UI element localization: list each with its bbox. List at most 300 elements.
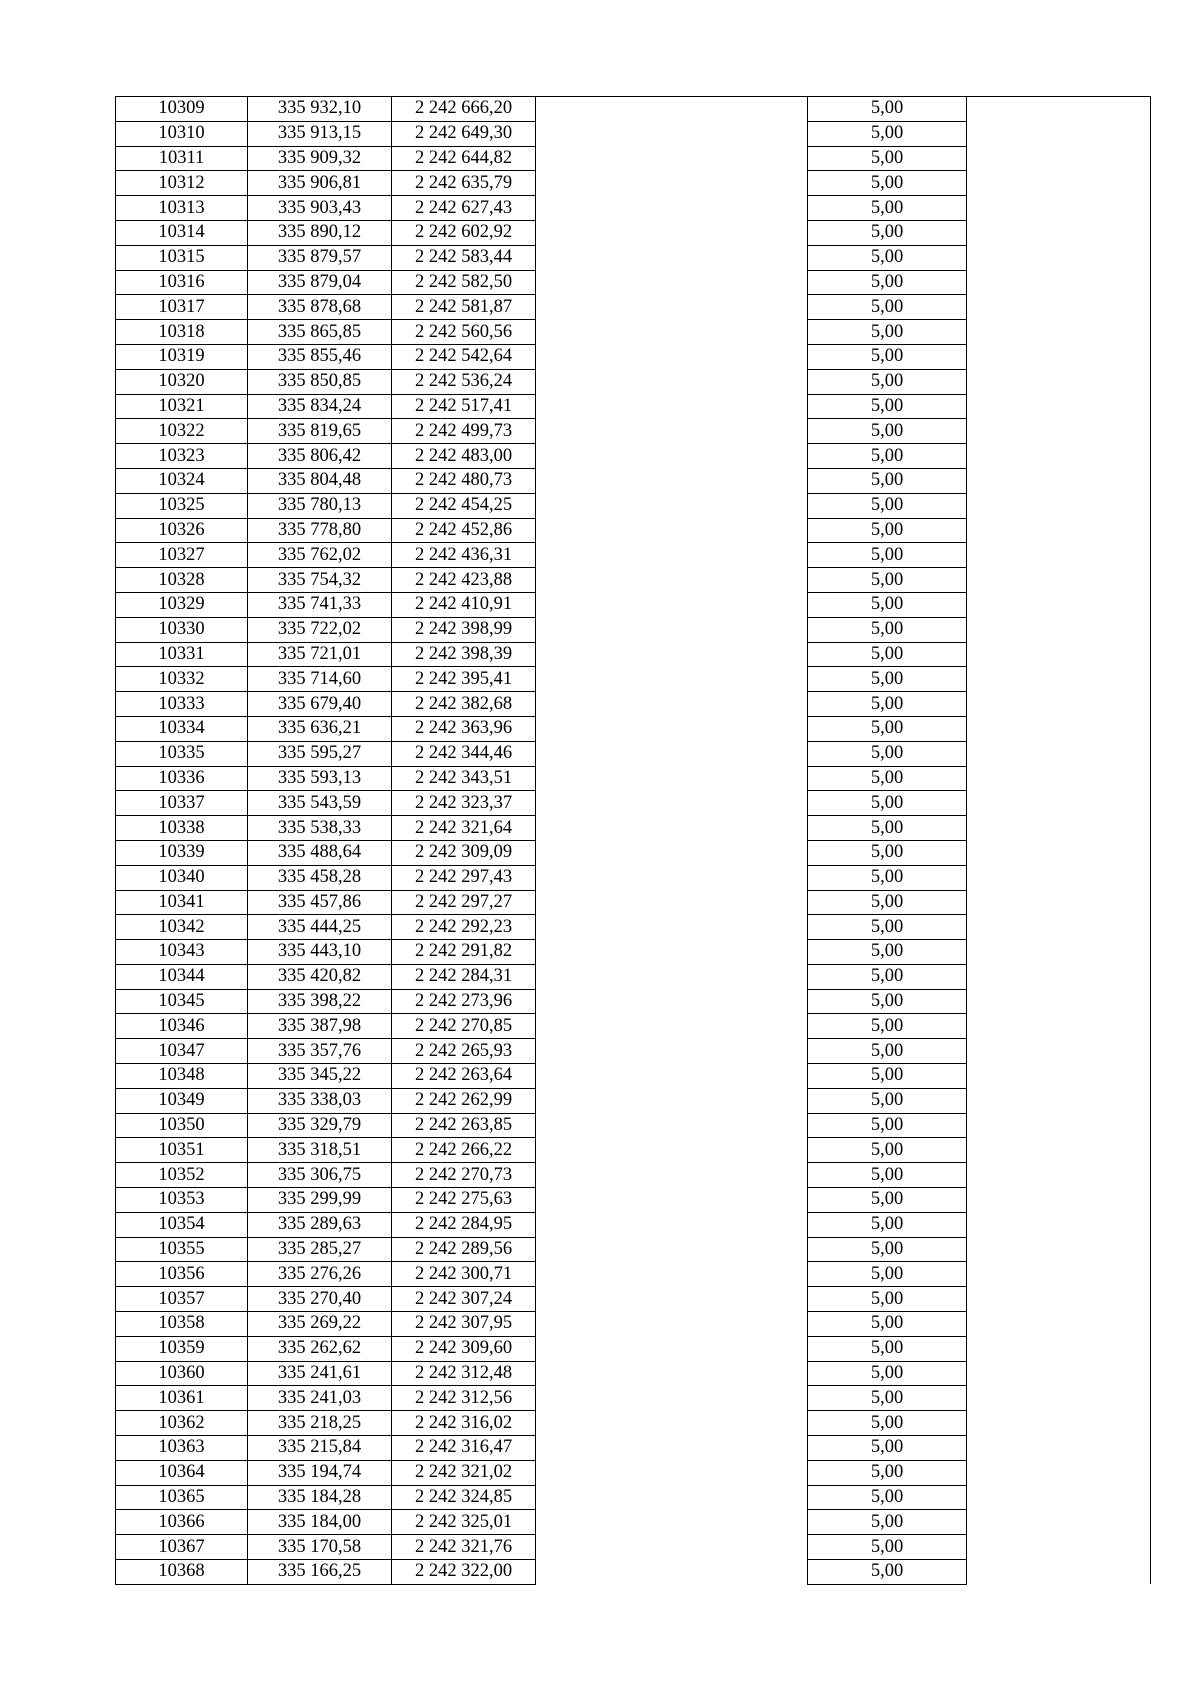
empty-cell: [536, 1436, 808, 1461]
empty-cell: [967, 1510, 1151, 1535]
empty-cell: [536, 146, 808, 171]
x-coordinate-cell: 335 443,10: [248, 940, 392, 965]
value-cell: 5,00: [808, 1014, 967, 1039]
y-coordinate-cell: 2 242 395,41: [392, 667, 536, 692]
empty-cell: [536, 220, 808, 245]
empty-cell: [536, 1138, 808, 1163]
value-cell: 5,00: [808, 989, 967, 1014]
table-row: [116, 444, 1151, 469]
y-coordinate-cell: 2 242 291,82: [392, 940, 536, 965]
table-row: [116, 1361, 1151, 1386]
value-cell: 5,00: [808, 518, 967, 543]
empty-cell: [967, 1287, 1151, 1312]
y-coordinate-cell: 2 242 321,02: [392, 1460, 536, 1485]
table-row: [116, 1039, 1151, 1064]
empty-cell: [967, 766, 1151, 791]
point-number-cell: 10354: [116, 1212, 248, 1237]
y-coordinate-cell: 2 242 323,37: [392, 791, 536, 816]
value-cell: 5,00: [808, 344, 967, 369]
table-row: [116, 270, 1151, 295]
point-number-cell: 10353: [116, 1188, 248, 1213]
y-coordinate-cell: 2 242 536,24: [392, 369, 536, 394]
point-number-cell: 10329: [116, 592, 248, 617]
empty-cell: [967, 1262, 1151, 1287]
y-coordinate-cell: 2 242 583,44: [392, 245, 536, 270]
table-row: [116, 989, 1151, 1014]
y-coordinate-cell: 2 242 452,86: [392, 518, 536, 543]
empty-cell: [967, 667, 1151, 692]
y-coordinate-cell: 2 242 324,85: [392, 1485, 536, 1510]
empty-cell: [536, 97, 808, 122]
point-number-cell: 10333: [116, 692, 248, 717]
x-coordinate-cell: 335 879,04: [248, 270, 392, 295]
x-coordinate-cell: 335 289,63: [248, 1212, 392, 1237]
x-coordinate-cell: 335 903,43: [248, 196, 392, 221]
x-coordinate-cell: 335 819,65: [248, 419, 392, 444]
value-cell: 5,00: [808, 1312, 967, 1337]
empty-cell: [536, 642, 808, 667]
y-coordinate-cell: 2 242 382,68: [392, 692, 536, 717]
value-cell: 5,00: [808, 444, 967, 469]
empty-cell: [536, 468, 808, 493]
empty-cell: [536, 1088, 808, 1113]
y-coordinate-cell: 2 242 436,31: [392, 543, 536, 568]
table-row: [116, 1386, 1151, 1411]
empty-cell: [967, 791, 1151, 816]
table-row: [116, 1262, 1151, 1287]
x-coordinate-cell: 335 636,21: [248, 716, 392, 741]
x-coordinate-cell: 335 241,61: [248, 1361, 392, 1386]
empty-cell: [536, 518, 808, 543]
table-row: [116, 964, 1151, 989]
table-row: [116, 840, 1151, 865]
value-cell: 5,00: [808, 840, 967, 865]
table-row: [116, 1163, 1151, 1188]
table-row: [116, 1460, 1151, 1485]
value-cell: 5,00: [808, 493, 967, 518]
empty-cell: [967, 320, 1151, 345]
empty-cell: [967, 121, 1151, 146]
y-coordinate-cell: 2 242 627,43: [392, 196, 536, 221]
value-cell: 5,00: [808, 816, 967, 841]
empty-cell: [536, 592, 808, 617]
x-coordinate-cell: 335 890,12: [248, 220, 392, 245]
x-coordinate-cell: 335 865,85: [248, 320, 392, 345]
table-row: [116, 791, 1151, 816]
table-row: [116, 196, 1151, 221]
x-coordinate-cell: 335 345,22: [248, 1064, 392, 1089]
empty-cell: [536, 1312, 808, 1337]
x-coordinate-cell: 335 754,32: [248, 568, 392, 593]
y-coordinate-cell: 2 242 423,88: [392, 568, 536, 593]
x-coordinate-cell: 335 269,22: [248, 1312, 392, 1337]
table-row: [116, 1336, 1151, 1361]
y-coordinate-cell: 2 242 398,39: [392, 642, 536, 667]
y-coordinate-cell: 2 242 363,96: [392, 716, 536, 741]
value-cell: 5,00: [808, 121, 967, 146]
value-cell: 5,00: [808, 716, 967, 741]
x-coordinate-cell: 335 184,00: [248, 1510, 392, 1535]
x-coordinate-cell: 335 932,10: [248, 97, 392, 122]
empty-cell: [967, 840, 1151, 865]
empty-cell: [967, 617, 1151, 642]
empty-cell: [967, 1436, 1151, 1461]
point-number-cell: 10344: [116, 964, 248, 989]
x-coordinate-cell: 335 194,74: [248, 1460, 392, 1485]
point-number-cell: 10327: [116, 543, 248, 568]
x-coordinate-cell: 335 329,79: [248, 1113, 392, 1138]
y-coordinate-cell: 2 242 275,63: [392, 1188, 536, 1213]
table-row: [116, 146, 1151, 171]
y-coordinate-cell: 2 242 316,02: [392, 1411, 536, 1436]
point-number-cell: 10362: [116, 1411, 248, 1436]
empty-cell: [967, 1237, 1151, 1262]
empty-cell: [967, 1361, 1151, 1386]
x-coordinate-cell: 335 398,22: [248, 989, 392, 1014]
empty-cell: [967, 940, 1151, 965]
point-number-cell: 10350: [116, 1113, 248, 1138]
empty-cell: [536, 568, 808, 593]
y-coordinate-cell: 2 242 582,50: [392, 270, 536, 295]
value-cell: 5,00: [808, 468, 967, 493]
point-number-cell: 10309: [116, 97, 248, 122]
point-number-cell: 10317: [116, 295, 248, 320]
empty-cell: [536, 816, 808, 841]
empty-cell: [536, 1411, 808, 1436]
empty-cell: [967, 543, 1151, 568]
empty-cell: [967, 1535, 1151, 1560]
empty-cell: [967, 1138, 1151, 1163]
x-coordinate-cell: 335 543,59: [248, 791, 392, 816]
y-coordinate-cell: 2 242 270,73: [392, 1163, 536, 1188]
empty-cell: [536, 171, 808, 196]
x-coordinate-cell: 335 909,32: [248, 146, 392, 171]
y-coordinate-cell: 2 242 309,60: [392, 1336, 536, 1361]
y-coordinate-cell: 2 242 410,91: [392, 592, 536, 617]
y-coordinate-cell: 2 242 297,43: [392, 865, 536, 890]
point-number-cell: 10328: [116, 568, 248, 593]
table-row: [116, 543, 1151, 568]
empty-cell: [967, 1163, 1151, 1188]
empty-cell: [536, 1510, 808, 1535]
empty-cell: [536, 1535, 808, 1560]
y-coordinate-cell: 2 242 307,24: [392, 1287, 536, 1312]
empty-cell: [536, 1113, 808, 1138]
y-coordinate-cell: 2 242 325,01: [392, 1510, 536, 1535]
empty-cell: [967, 915, 1151, 940]
table-row: [116, 245, 1151, 270]
empty-cell: [967, 1386, 1151, 1411]
x-coordinate-cell: 335 458,28: [248, 865, 392, 890]
y-coordinate-cell: 2 242 483,00: [392, 444, 536, 469]
table-row: [116, 1064, 1151, 1089]
table-row: [116, 468, 1151, 493]
empty-cell: [536, 344, 808, 369]
table-row: [116, 1188, 1151, 1213]
empty-cell: [967, 171, 1151, 196]
value-cell: 5,00: [808, 1287, 967, 1312]
value-cell: 5,00: [808, 1361, 967, 1386]
empty-cell: [536, 369, 808, 394]
empty-cell: [967, 865, 1151, 890]
empty-cell: [967, 245, 1151, 270]
empty-cell: [967, 270, 1151, 295]
value-cell: 5,00: [808, 890, 967, 915]
point-number-cell: 10352: [116, 1163, 248, 1188]
x-coordinate-cell: 335 387,98: [248, 1014, 392, 1039]
empty-cell: [536, 1336, 808, 1361]
value-cell: 5,00: [808, 1088, 967, 1113]
value-cell: 5,00: [808, 1460, 967, 1485]
y-coordinate-cell: 2 242 312,48: [392, 1361, 536, 1386]
value-cell: 5,00: [808, 642, 967, 667]
y-coordinate-cell: 2 242 644,82: [392, 146, 536, 171]
value-cell: 5,00: [808, 964, 967, 989]
x-coordinate-cell: 335 241,03: [248, 1386, 392, 1411]
y-coordinate-cell: 2 242 454,25: [392, 493, 536, 518]
x-coordinate-cell: 335 780,13: [248, 493, 392, 518]
point-number-cell: 10340: [116, 865, 248, 890]
value-cell: 5,00: [808, 1262, 967, 1287]
x-coordinate-cell: 335 262,62: [248, 1336, 392, 1361]
table-row: [116, 1436, 1151, 1461]
x-coordinate-cell: 335 457,86: [248, 890, 392, 915]
table-row: [116, 369, 1151, 394]
empty-cell: [536, 320, 808, 345]
value-cell: 5,00: [808, 1138, 967, 1163]
table-row: [116, 518, 1151, 543]
y-coordinate-cell: 2 242 649,30: [392, 121, 536, 146]
value-cell: 5,00: [808, 865, 967, 890]
empty-cell: [967, 716, 1151, 741]
empty-cell: [536, 1014, 808, 1039]
value-cell: 5,00: [808, 741, 967, 766]
empty-cell: [536, 865, 808, 890]
y-coordinate-cell: 2 242 398,99: [392, 617, 536, 642]
x-coordinate-cell: 335 778,80: [248, 518, 392, 543]
value-cell: 5,00: [808, 692, 967, 717]
x-coordinate-cell: 335 166,25: [248, 1560, 392, 1585]
empty-cell: [967, 394, 1151, 419]
x-coordinate-cell: 335 538,33: [248, 816, 392, 841]
y-coordinate-cell: 2 242 322,00: [392, 1560, 536, 1585]
empty-cell: [967, 890, 1151, 915]
table-row: [116, 1535, 1151, 1560]
empty-cell: [536, 741, 808, 766]
empty-cell: [536, 444, 808, 469]
point-number-cell: 10325: [116, 493, 248, 518]
point-number-cell: 10321: [116, 394, 248, 419]
empty-cell: [967, 196, 1151, 221]
value-cell: 5,00: [808, 1386, 967, 1411]
point-number-cell: 10342: [116, 915, 248, 940]
x-coordinate-cell: 335 357,76: [248, 1039, 392, 1064]
y-coordinate-cell: 2 242 292,23: [392, 915, 536, 940]
x-coordinate-cell: 335 299,99: [248, 1188, 392, 1213]
point-number-cell: 10311: [116, 146, 248, 171]
empty-cell: [536, 964, 808, 989]
empty-cell: [536, 394, 808, 419]
point-number-cell: 10355: [116, 1237, 248, 1262]
x-coordinate-cell: 335 338,03: [248, 1088, 392, 1113]
y-coordinate-cell: 2 242 666,20: [392, 97, 536, 122]
value-cell: 5,00: [808, 915, 967, 940]
point-number-cell: 10320: [116, 369, 248, 394]
empty-cell: [536, 1485, 808, 1510]
y-coordinate-cell: 2 242 581,87: [392, 295, 536, 320]
x-coordinate-cell: 335 306,75: [248, 1163, 392, 1188]
x-coordinate-cell: 335 741,33: [248, 592, 392, 617]
empty-cell: [967, 642, 1151, 667]
empty-cell: [967, 1560, 1151, 1585]
empty-cell: [536, 840, 808, 865]
empty-cell: [967, 1485, 1151, 1510]
point-number-cell: 10363: [116, 1436, 248, 1461]
point-number-cell: 10336: [116, 766, 248, 791]
table-row: [116, 320, 1151, 345]
y-coordinate-cell: 2 242 265,93: [392, 1039, 536, 1064]
y-coordinate-cell: 2 242 297,27: [392, 890, 536, 915]
value-cell: 5,00: [808, 667, 967, 692]
value-cell: 5,00: [808, 1535, 967, 1560]
table-row: [116, 692, 1151, 717]
y-coordinate-cell: 2 242 284,31: [392, 964, 536, 989]
table-row: [116, 890, 1151, 915]
x-coordinate-cell: 335 420,82: [248, 964, 392, 989]
empty-cell: [967, 692, 1151, 717]
empty-cell: [536, 1237, 808, 1262]
value-cell: 5,00: [808, 1336, 967, 1361]
empty-cell: [536, 1064, 808, 1089]
point-number-cell: 10368: [116, 1560, 248, 1585]
y-coordinate-cell: 2 242 289,56: [392, 1237, 536, 1262]
value-cell: 5,00: [808, 394, 967, 419]
value-cell: 5,00: [808, 543, 967, 568]
empty-cell: [536, 419, 808, 444]
value-cell: 5,00: [808, 592, 967, 617]
empty-cell: [536, 791, 808, 816]
table-row: [116, 394, 1151, 419]
y-coordinate-cell: 2 242 343,51: [392, 766, 536, 791]
y-coordinate-cell: 2 242 542,64: [392, 344, 536, 369]
table-row: [116, 716, 1151, 741]
empty-cell: [967, 1039, 1151, 1064]
point-number-cell: 10360: [116, 1361, 248, 1386]
table-row: [116, 766, 1151, 791]
empty-cell: [536, 493, 808, 518]
point-number-cell: 10345: [116, 989, 248, 1014]
point-number-cell: 10314: [116, 220, 248, 245]
empty-cell: [536, 1560, 808, 1585]
empty-cell: [967, 1336, 1151, 1361]
empty-cell: [967, 1064, 1151, 1089]
empty-cell: [967, 568, 1151, 593]
table-row: [116, 940, 1151, 965]
value-cell: 5,00: [808, 419, 967, 444]
x-coordinate-cell: 335 878,68: [248, 295, 392, 320]
point-number-cell: 10347: [116, 1039, 248, 1064]
empty-cell: [536, 295, 808, 320]
empty-cell: [536, 1262, 808, 1287]
empty-cell: [967, 369, 1151, 394]
point-number-cell: 10331: [116, 642, 248, 667]
table-row: [116, 568, 1151, 593]
x-coordinate-cell: 335 318,51: [248, 1138, 392, 1163]
x-coordinate-cell: 335 285,27: [248, 1237, 392, 1262]
empty-cell: [536, 121, 808, 146]
y-coordinate-cell: 2 242 517,41: [392, 394, 536, 419]
value-cell: 5,00: [808, 270, 967, 295]
x-coordinate-cell: 335 913,15: [248, 121, 392, 146]
point-number-cell: 10366: [116, 1510, 248, 1535]
table-row: [116, 121, 1151, 146]
empty-cell: [536, 692, 808, 717]
empty-cell: [967, 493, 1151, 518]
x-coordinate-cell: 335 714,60: [248, 667, 392, 692]
point-number-cell: 10323: [116, 444, 248, 469]
point-number-cell: 10324: [116, 468, 248, 493]
x-coordinate-cell: 335 879,57: [248, 245, 392, 270]
point-number-cell: 10343: [116, 940, 248, 965]
empty-cell: [536, 1287, 808, 1312]
coordinates-table-body: [116, 97, 1151, 1585]
y-coordinate-cell: 2 242 499,73: [392, 419, 536, 444]
value-cell: 5,00: [808, 1510, 967, 1535]
value-cell: 5,00: [808, 1436, 967, 1461]
table-row: [116, 419, 1151, 444]
empty-cell: [536, 1361, 808, 1386]
coordinates-table: [115, 96, 1151, 1585]
empty-cell: [967, 468, 1151, 493]
table-row: [116, 1237, 1151, 1262]
table-row: [116, 667, 1151, 692]
empty-cell: [967, 1411, 1151, 1436]
point-number-cell: 10359: [116, 1336, 248, 1361]
empty-cell: [967, 344, 1151, 369]
empty-cell: [536, 245, 808, 270]
empty-cell: [967, 989, 1151, 1014]
value-cell: 5,00: [808, 1485, 967, 1510]
empty-cell: [967, 1088, 1151, 1113]
empty-cell: [967, 816, 1151, 841]
empty-cell: [536, 543, 808, 568]
empty-cell: [536, 1039, 808, 1064]
table-row: [116, 493, 1151, 518]
point-number-cell: 10316: [116, 270, 248, 295]
point-number-cell: 10349: [116, 1088, 248, 1113]
x-coordinate-cell: 335 834,24: [248, 394, 392, 419]
point-number-cell: 10310: [116, 121, 248, 146]
y-coordinate-cell: 2 242 560,56: [392, 320, 536, 345]
empty-cell: [967, 146, 1151, 171]
table-row: [116, 1138, 1151, 1163]
empty-cell: [536, 766, 808, 791]
empty-cell: [536, 1188, 808, 1213]
table-row: [116, 1485, 1151, 1510]
x-coordinate-cell: 335 215,84: [248, 1436, 392, 1461]
value-cell: 5,00: [808, 245, 967, 270]
point-number-cell: 10361: [116, 1386, 248, 1411]
empty-cell: [967, 518, 1151, 543]
point-number-cell: 10339: [116, 840, 248, 865]
table-row: [116, 915, 1151, 940]
table-row: [116, 1560, 1151, 1585]
empty-cell: [967, 97, 1151, 122]
point-number-cell: 10315: [116, 245, 248, 270]
table-row: [116, 816, 1151, 841]
empty-cell: [967, 419, 1151, 444]
point-number-cell: 10367: [116, 1535, 248, 1560]
